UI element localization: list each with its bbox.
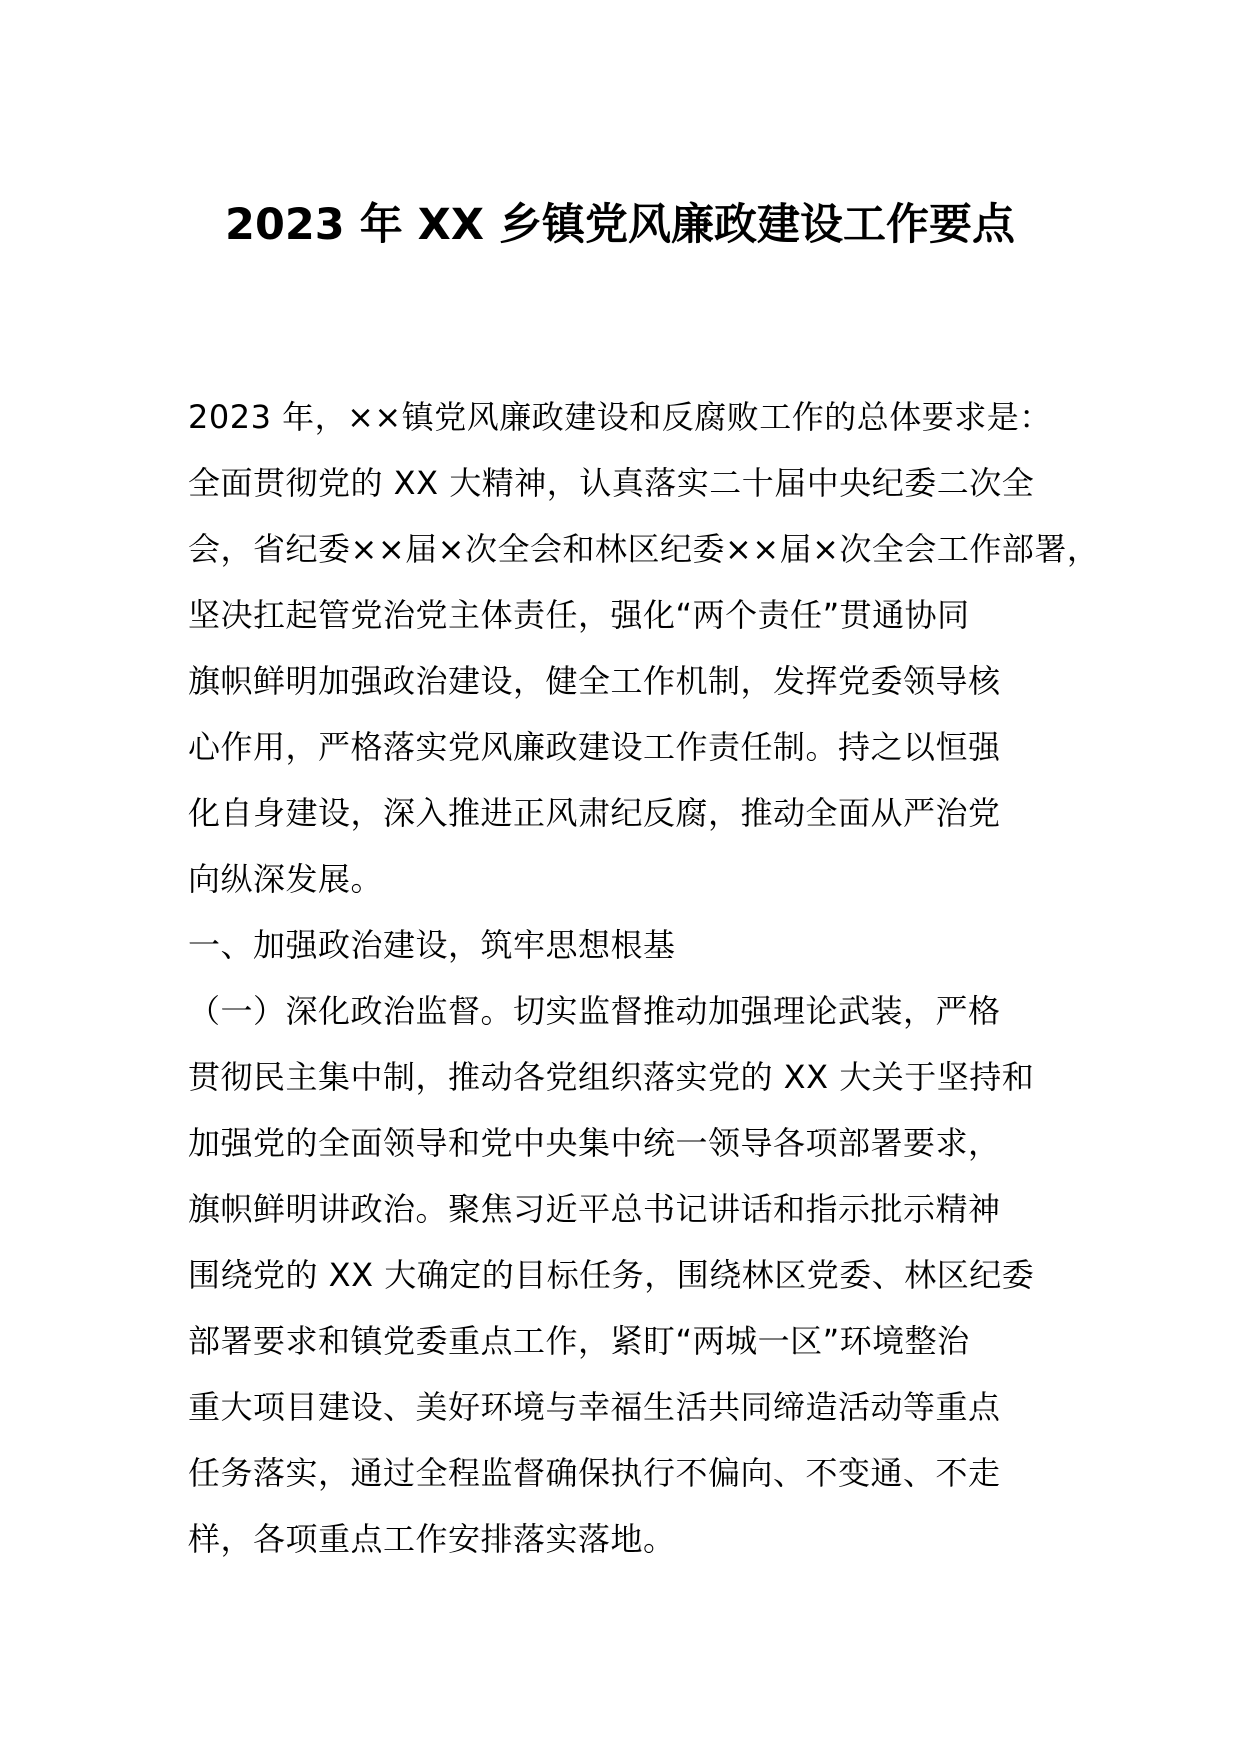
body-line: 坚决扛起管党治党主体责任，强化“两个责任”贯通协同 xyxy=(188,596,970,634)
body-line: 向纵深发展。 xyxy=(188,860,384,898)
body-line: 样，各项重点工作安排落实落地。 xyxy=(188,1520,676,1558)
body-line: 加强党的全面领导和党中央集中统一领导各项部署要求， xyxy=(188,1124,1001,1162)
document-title: 2023 年 XX 乡镇党风廉政建设工作要点 xyxy=(225,200,1015,250)
body-line: 旗帜鲜明加强政治建设，健全工作机制，发挥党委领导核 xyxy=(188,662,1001,700)
body-line: 围绕党的 XX 大确定的目标任务，围绕林区党委、林区纪委 xyxy=(188,1256,1035,1294)
body-line: 心作用，严格落实党风廉政建设工作责任制。持之以恒强 xyxy=(188,728,1001,766)
body-line: 任务落实，通过全程监督确保执行不偏向、不变通、不走 xyxy=(188,1454,1001,1492)
body-line: 会，省纪委××届×次全会和林区纪委××届×次全会工作部署， xyxy=(188,530,1100,568)
document-body xyxy=(188,384,1100,1572)
body-line: 贯彻民主集中制，推动各党组织落实党的 XX 大关于坚持和 xyxy=(188,1058,1035,1096)
body-line: 重大项目建设、美好环境与幸福生活共同缔造活动等重点 xyxy=(188,1388,1001,1426)
subsection-line: （一）深化政治监督。切实监督推动加强理论武装，严格 xyxy=(188,992,1001,1030)
body-line: 部署要求和镇党委重点工作，紧盯“两城一区”环境整治 xyxy=(188,1322,970,1360)
body-line: 化自身建设，深入推进正风肃纪反腐，推动全面从严治党 xyxy=(188,794,1001,832)
section-heading: 一、加强政治建设，筑牢思想根基 xyxy=(188,926,676,964)
body-line: 2023 年，××镇党风廉政建设和反腐败工作的总体要求是： xyxy=(188,398,1052,436)
body-line: 旗帜鲜明讲政治。聚焦习近平总书记讲话和指示批示精神 xyxy=(188,1190,1001,1228)
body-line: 全面贯彻党的 XX 大精神，认真落实二十届中央纪委二次全 xyxy=(188,464,1035,502)
